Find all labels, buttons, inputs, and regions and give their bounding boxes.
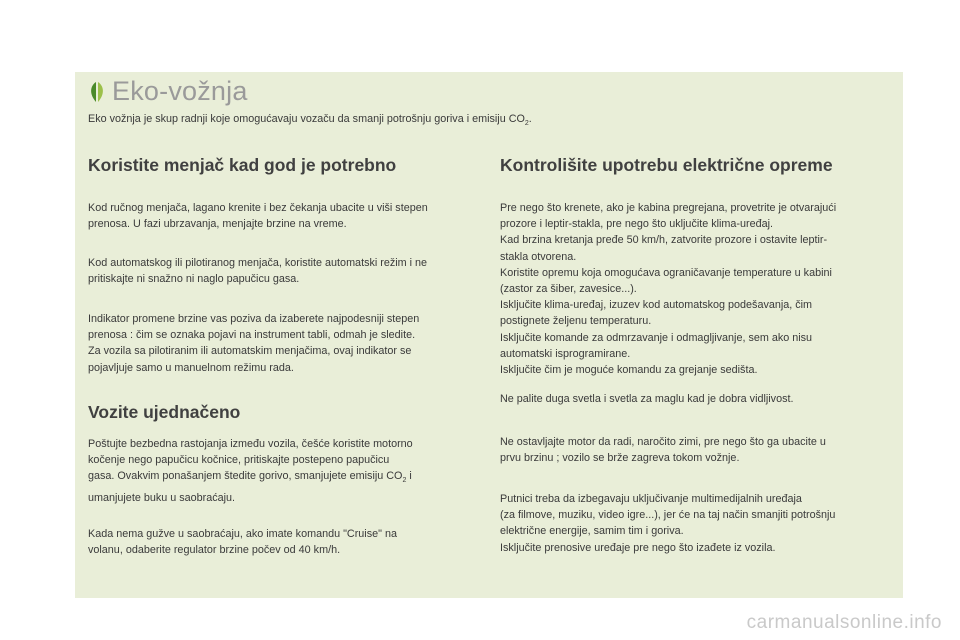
paragraph: Kada nema gužve u saobraćaju, ako imate komandu "Cruise" na volanu, odaberite regulator brzine počev od 40 km/h. bbox=[88, 528, 397, 557]
paragraph: Poštujte bezbedna rastojanja između vozila, češće koristite motorno kočenje nego papučicu kočnice, pritiskajte postepeno papučicu gasa. Ovakvim ponašanjem štedite gorivo, smanjujete emisiju $CO_2$ i umanjujete buku u saobraćaju. bbox=[88, 438, 413, 504]
paragraph: Ne ostavljajte motor da radi, naročito zimi, pre nego što ga ubacite u prvu brzinu ; vozilo se brže zagreva tokom vožnje. bbox=[500, 436, 826, 465]
heading-electrical-equipment: Kontrolišite upotrebu električne opreme bbox=[500, 155, 833, 175]
intro-text: Eko vožnja je skup radnji koje omogućavaju vozaču da smanji potrošnju goriva i emisiju $CO_2$. bbox=[88, 113, 532, 128]
paragraph: Kod automatskog ili pilotiranog menjača, koristite automatski režim i ne pritiskajte ni snažno ni naglo papučicu gasa. bbox=[88, 257, 428, 286]
paragraph: Ne palite duga svetla i svetla za maglu kad je dobra vidljivost. bbox=[500, 393, 794, 405]
heading-drive-smoothly: Vozite ujednačeno bbox=[88, 402, 241, 422]
leaf-icon bbox=[88, 80, 106, 104]
heading-gear-shifting: Koristite menjač kad god je potrebno bbox=[88, 155, 397, 175]
paragraph: Putnici treba da izbegavaju uključivanje multimedijalnih uređaja (za filmove, muziku, video igre...), jer će na taj način smanjiti potrošnju električne energije, samim tim i goriva. Isključite prenosive uređaje pre nego što izađete iz vozila. bbox=[500, 493, 836, 554]
page-title: Eko-vožnja bbox=[112, 76, 248, 106]
paragraph: Pre nego što krenete, ako je kabina pregrejana, provetrite je otvarajući prozore i leptir-stakla, pre nego što uključite klima-uređaj. Kad brzina kretanja pređe 50 km/h, zatvorite prozore i ostavite leptir- stakla otvorena. Koristite opremu koja omogućava ograničavanje temperature u kabini (zastor za šiber, zavesice...). Isključite klima-uređaj, izuzev kod automatskog podešavanja, čim postignete željenu temperaturu. Isključite komande za odmrzavanje i odmagljivanje, sem ako nisu automatski isprogramirane. Isključite čim je moguće komandu za grejanje sedišta. bbox=[500, 202, 837, 377]
paragraph: Indikator promene brzine vas poziva da izaberete najpodesniji stepen prenosa : čim se oznaka pojavi na instrument tabli, odmah je sledite. Za vozila sa pilotiranim ili automatskim menjačima, ovaj indikator se pojavljuje samo u manuelnom režimu rada. bbox=[88, 313, 420, 374]
paragraph: Kod ručnog menjača, lagano krenite i bez čekanja ubacite u viši stepen prenosa. U fazi ubrzavanja, menjajte brzine na vreme. bbox=[88, 202, 428, 231]
section-title-row bbox=[88, 76, 248, 107]
watermark: carmanualsonline.info bbox=[746, 612, 942, 633]
